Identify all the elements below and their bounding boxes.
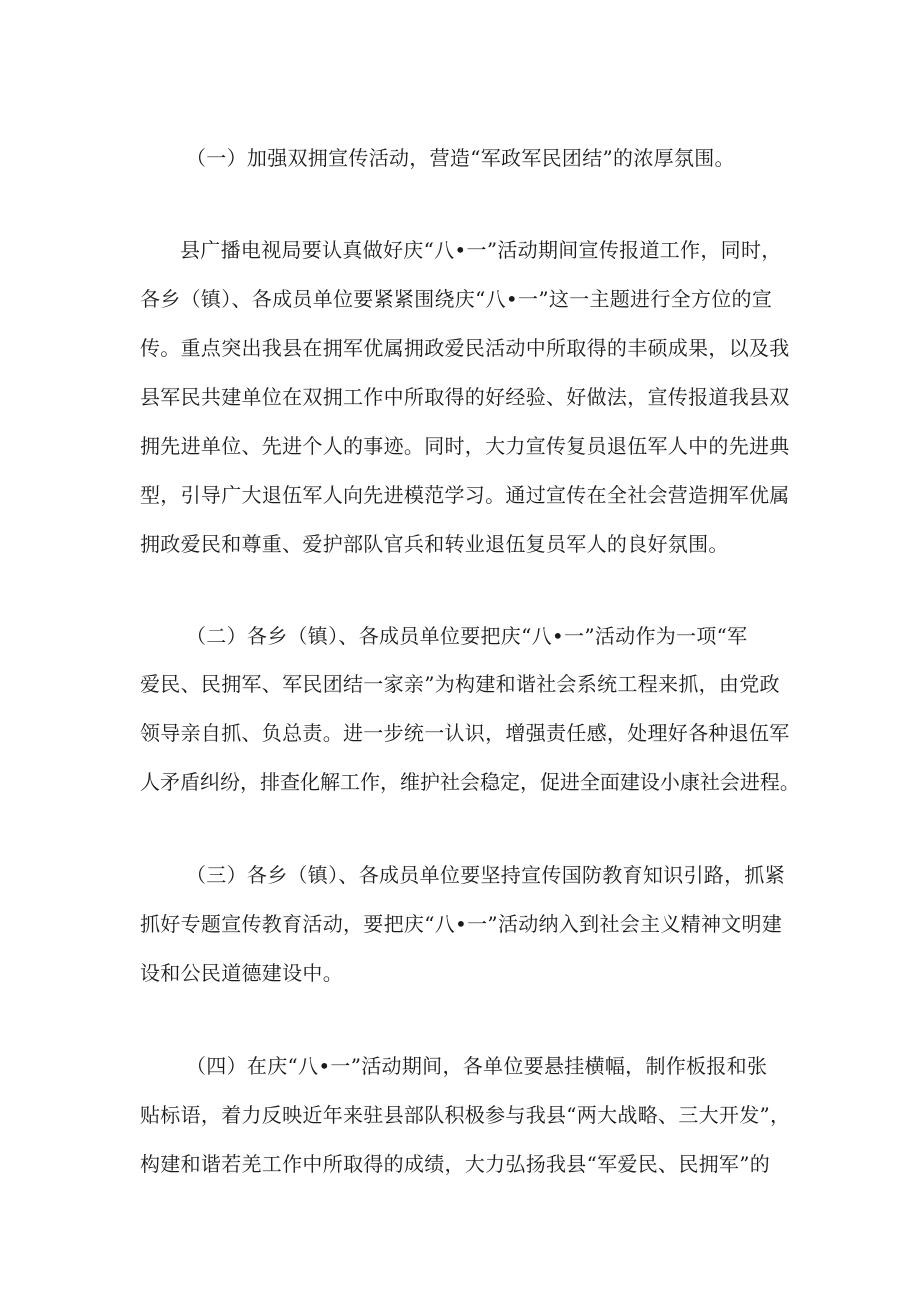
paragraph-line: 人矛盾纠纷，排查化解工作，维护社会稳定，促进全面建设小康社会进程。 xyxy=(140,770,800,794)
paragraph-line: 领导亲自抓、负总责。进一步统一认识，增强责任感，处理好各种退伍军 xyxy=(140,721,790,745)
paragraph-line: 构建和谐若羌工作中所取得的成绩，大力弘扬我县“军爱民、民拥军”的 xyxy=(140,1152,771,1176)
paragraph-line: 抓好专题宣传教育活动，要把庆“八•一”活动纳入到社会主义精神文明建 xyxy=(140,912,783,936)
paragraph-line: 各乡（镇）、各成员单位要紧紧围绕庆“八•一”这一主题进行全方位的宣 xyxy=(140,287,773,311)
paragraph-line: 拥先进单位、先进个人的事迹。同时，大力宣传复员退伍军人中的先进典 xyxy=(140,434,790,458)
paragraph-line: 爱民、民拥军、军民团结一家亲”为构建和谐社会系统工程来抓，由党政 xyxy=(140,672,780,696)
paragraph-line: 型，引导广大退伍军人向先进模范学习。通过宣传在全社会营造拥军优属 xyxy=(140,483,790,507)
paragraph-line: 县军民共建单位在双拥工作中所取得的好经验、好做法，宣传报道我县双 xyxy=(140,385,790,409)
paragraph-line: 传。重点突出我县在拥军优属拥政爱民活动中所取得的丰硕成果，以及我 xyxy=(140,336,790,360)
paragraph-line: 贴标语，着力反映近年来驻县部队积极参与我县“两大战略、三大开发”， xyxy=(140,1103,791,1127)
paragraph-line: （二）各乡（镇）、各成员单位要把庆“八•一”活动作为一项“军 xyxy=(186,624,748,648)
paragraph-line: 县广播电视局要认真做好庆“八•一”活动期间宣传报道工作，同时， xyxy=(180,238,782,262)
paragraph-line: （四）在庆“八•一”活动期间，各单位要悬挂横幅，制作板报和张 xyxy=(186,1054,768,1078)
section-heading-1: （一）加强双拥宣传活动，营造“军政军民团结”的浓厚氛围。 xyxy=(186,146,735,170)
paragraph-line: 拥政爱民和尊重、爱护部队官兵和转业退伍复员军人的良好氛围。 xyxy=(140,532,729,556)
paragraph-line: 设和公民道德建设中。 xyxy=(140,961,343,985)
paragraph-line: （三）各乡（镇）、各成员单位要坚持宣传国防教育知识引路，抓紧 xyxy=(186,863,785,887)
